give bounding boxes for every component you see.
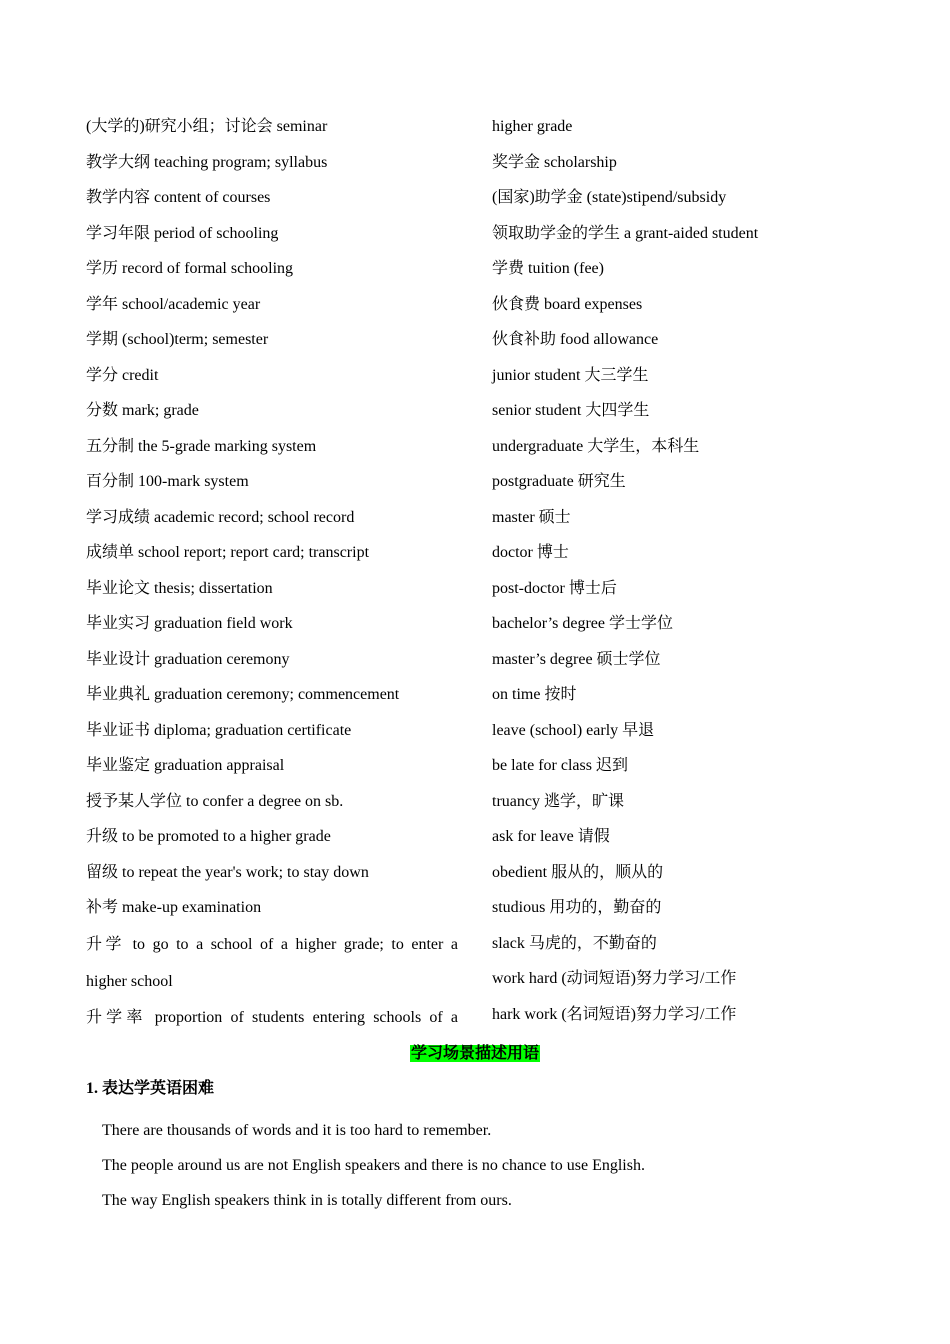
vocab-entry-wrapped-line1: 升学率 proportion of students entering schools of a [86, 1008, 458, 1026]
vocab-entry: 学分 credit [86, 366, 159, 384]
vocab-entry: hark work (名词短语)努力学习/工作 [492, 1005, 737, 1023]
vocab-entry: 成绩单 school report; report card; transcript [86, 544, 370, 561]
sub-heading: 1. 表达学英语困难 [86, 1080, 215, 1097]
vocab-entry: 奖学金 scholarship [492, 153, 617, 171]
vocab-entry: studious 用功的，勤奋的 [492, 899, 662, 916]
vocab-entry: 学历 record of formal schooling [86, 260, 294, 277]
vocab-entry: 学费 tuition (fee) [492, 260, 604, 277]
vocab-entry: on time 按时 [492, 686, 577, 703]
vocab-entry: 毕业设计 graduation ceremony [86, 650, 290, 668]
example-sentence: There are thousands of words and it is too hard to remember. [102, 1122, 492, 1139]
vocab-entry: 毕业实习 graduation field work [86, 615, 293, 632]
vocab-entry: 学期 (school)term; semester [86, 331, 269, 348]
vocab-entry-wrapped-line1: 升学 to go to a school of a higher grade; to enter a [86, 935, 458, 953]
vocab-entry: (国家)助学金 (state)stipend/subsidy [492, 189, 727, 206]
vocab-entry: postgraduate 研究生 [492, 473, 626, 490]
example-sentence: The people around us are not English speakers and there is no chance to use English. [102, 1157, 645, 1174]
vocab-entry: 毕业典礼 graduation ceremony; commencement [86, 686, 400, 703]
vocab-entry: 留级 to repeat the year's work; to stay down [86, 863, 369, 881]
vocab-entry: 授予某人学位 to confer a degree on sb. [86, 792, 344, 810]
vocab-entry: obedient 服从的，顺从的 [492, 863, 664, 881]
vocab-entry: leave (school) early 早退 [492, 721, 655, 739]
vocabulary-right-column [492, 109, 862, 1032]
vocab-entry: ask for leave 请假 [492, 828, 610, 845]
example-sentences [102, 1113, 882, 1218]
vocab-entry: 学习年限 period of schooling [86, 224, 279, 242]
section-title-highlight: 学习场景描述用语 [410, 1045, 539, 1062]
vocab-entry: truancy 逃学，旷课 [492, 792, 624, 810]
vocab-entry: 毕业证书 diploma; graduation certificate [86, 721, 352, 739]
vocab-entry: 毕业论文 thesis; dissertation [86, 579, 273, 597]
vocab-entry: undergraduate 大学生，本科生 [492, 437, 700, 455]
vocab-entry: 学习成绩 academic record; school record [86, 508, 355, 526]
vocab-entry: junior student 大三学生 [492, 366, 649, 384]
vocab-entry: 伙食补助 food allowance [492, 331, 659, 348]
vocab-entry: 补考 make-up examination [86, 899, 262, 916]
vocab-entry: 领取助学金的学生 a grant-aided student [492, 224, 759, 242]
example-sentence: The way English speakers think in is totally different from ours. [102, 1192, 512, 1209]
vocab-entry: 分数 mark; grade [86, 402, 199, 419]
vocab-entry: post-doctor 博士后 [492, 579, 617, 597]
vocab-entry: 伙食费 board expenses [492, 295, 643, 313]
vocab-entry: 毕业鉴定 graduation appraisal [86, 757, 285, 774]
vocab-entry-wrapped-line2: higher school [86, 972, 173, 990]
vocab-entry: 教学大纲 teaching program; syllabus [86, 153, 328, 171]
vocab-entry: 百分制 100-mark system [86, 473, 249, 490]
vocab-entry: slack 马虎的，不勤奋的 [492, 934, 657, 952]
vocab-entry: 五分制 the 5-grade marking system [86, 437, 317, 455]
vocab-entry: 学年 school/academic year [86, 295, 261, 313]
vocabulary-left-column [86, 109, 458, 1035]
vocab-entry: master 硕士 [492, 508, 571, 526]
vocab-entry: be late for class 迟到 [492, 757, 628, 774]
vocab-entry: doctor 博士 [492, 544, 569, 561]
vocab-entry: work hard (动词短语)努力学习/工作 [492, 970, 737, 987]
vocab-entry: 教学内容 content of courses [86, 189, 271, 206]
section-title [0, 1043, 950, 1065]
vocab-entry: 升级 to be promoted to a higher grade [86, 828, 331, 845]
vocab-entry: (大学的)研究小组；讨论会 seminar [86, 118, 328, 135]
vocab-entry: bachelor’s degree 学士学位 [492, 615, 673, 632]
vocab-entry: higher grade [492, 118, 573, 135]
vocab-entry: master’s degree 硕士学位 [492, 650, 661, 668]
vocab-entry: senior student 大四学生 [492, 402, 650, 419]
